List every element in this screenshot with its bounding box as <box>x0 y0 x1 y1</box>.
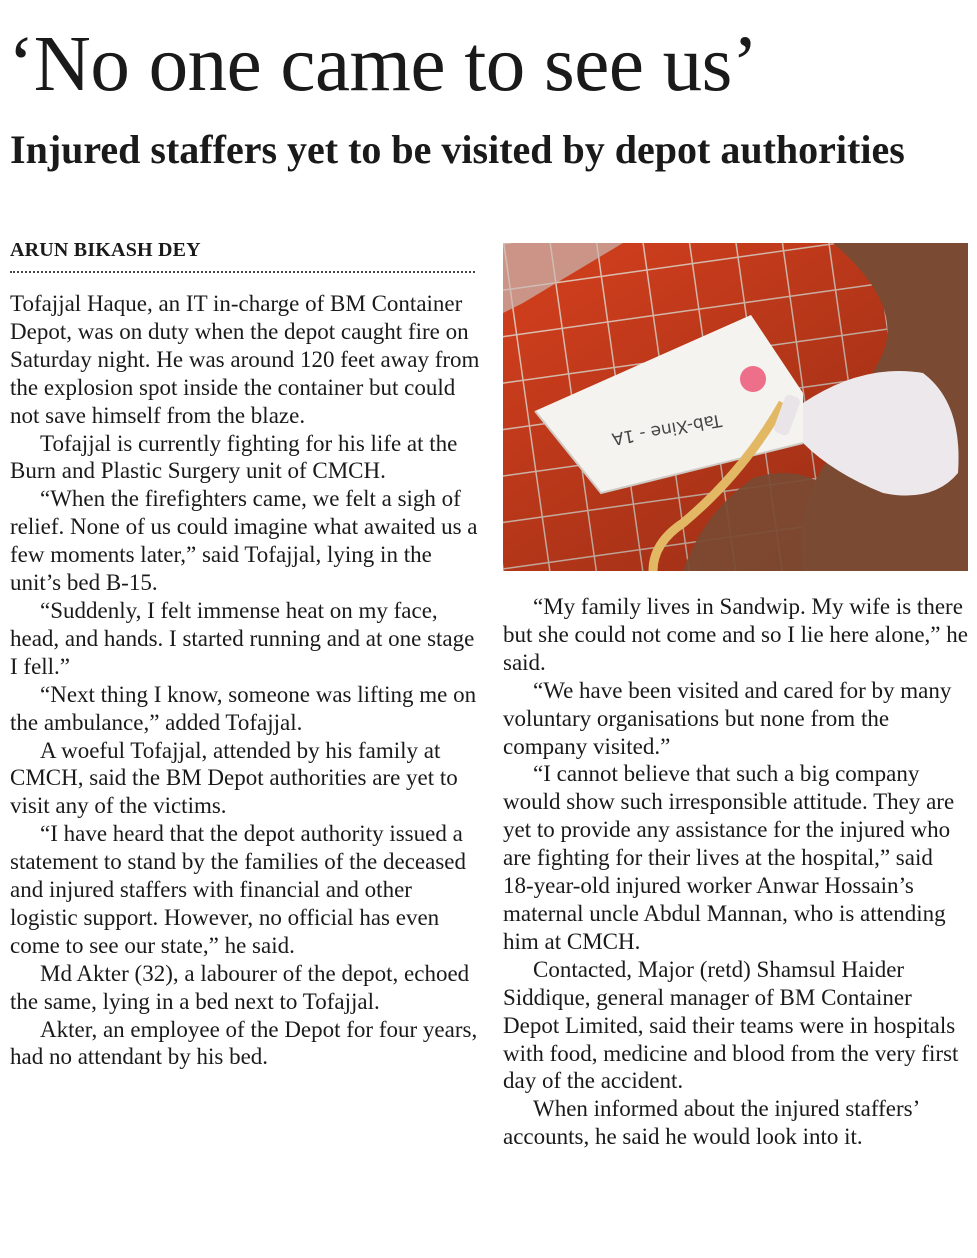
paragraph: Tofajjal is currently fighting for his life at the Burn and Plastic Surgery unit of CMCH. <box>10 430 458 484</box>
paragraph: Md Akter (32), a labourer of the depot, echoed the same, lying in a bed next to Tofajjal. <box>10 960 470 1014</box>
paragraph: “When the firefighters came, we felt a sigh of relief. None of us could imagine what awaited us a few moments later,” said Tofajjal, lying in the unit’s bed B-15. <box>10 486 478 596</box>
byline: ARUN BIKASH DEY <box>10 239 201 261</box>
paragraph: When informed about the injured staffers’ accounts, he said he would look into it. <box>503 1096 919 1150</box>
article-photo <box>503 243 968 571</box>
headline: ‘No one came to see us’ <box>8 21 758 108</box>
paragraph: “My family lives in Sandwip. My wife is there but she could not come and so I lie here alone,” he said. <box>503 594 968 675</box>
subheadline: Injured staffers yet to be visited by depot authorities <box>10 127 905 172</box>
article-column-right <box>503 593 968 1151</box>
paragraph: “Suddenly, I felt immense heat on my face, head, and hands. I started running and at one stage I fell.” <box>10 597 475 679</box>
paragraph: Akter, an employee of the Depot for four years, had no attendant by his bed. <box>10 1016 478 1070</box>
paragraph: “I cannot believe that such a big company would show such irresponsible attitude. They are yet to provide any assistance for the injured who are fighting for their lives at the hospital,” said 18-year-old injured worker Anwar Hossain’s maternal uncle Abdul Mannan, who is attending him at CMCH. <box>503 761 955 954</box>
paragraph: A woeful Tofajjal, attended by his family at CMCH, said the BM Depot authorities are yet to visit any of the victims. <box>10 737 458 819</box>
paragraph: “We have been visited and cared for by many voluntary organisations but none from the company visited.” <box>503 677 952 759</box>
paragraph: Tofajjal Haque, an IT in-charge of BM Container Depot, was on duty when the depot caught fire on Saturday night. He was around 120 feet away from the explosion spot inside the container but could not save himself from the blaze. <box>10 291 480 428</box>
paragraph: Contacted, Major (retd) Shamsul Haider Siddique, general manager of BM Container Depot Limited, said their teams were in hospitals with food, medicine and blood from the very first day of the accident. <box>503 956 959 1094</box>
article-column-left <box>10 290 480 1071</box>
iv-cap <box>740 366 766 392</box>
note-text: Tab-Xine - 1A <box>610 409 724 449</box>
byline-divider <box>10 271 475 273</box>
paragraph: “I have heard that the depot authority issued a statement to stand by the families of the deceased and injured staffers with financial and other logistic support. However, no official has even come to see our state,” he said. <box>10 821 467 958</box>
paragraph: “Next thing I know, someone was lifting me on the ambulance,” added Tofajjal. <box>10 681 477 735</box>
